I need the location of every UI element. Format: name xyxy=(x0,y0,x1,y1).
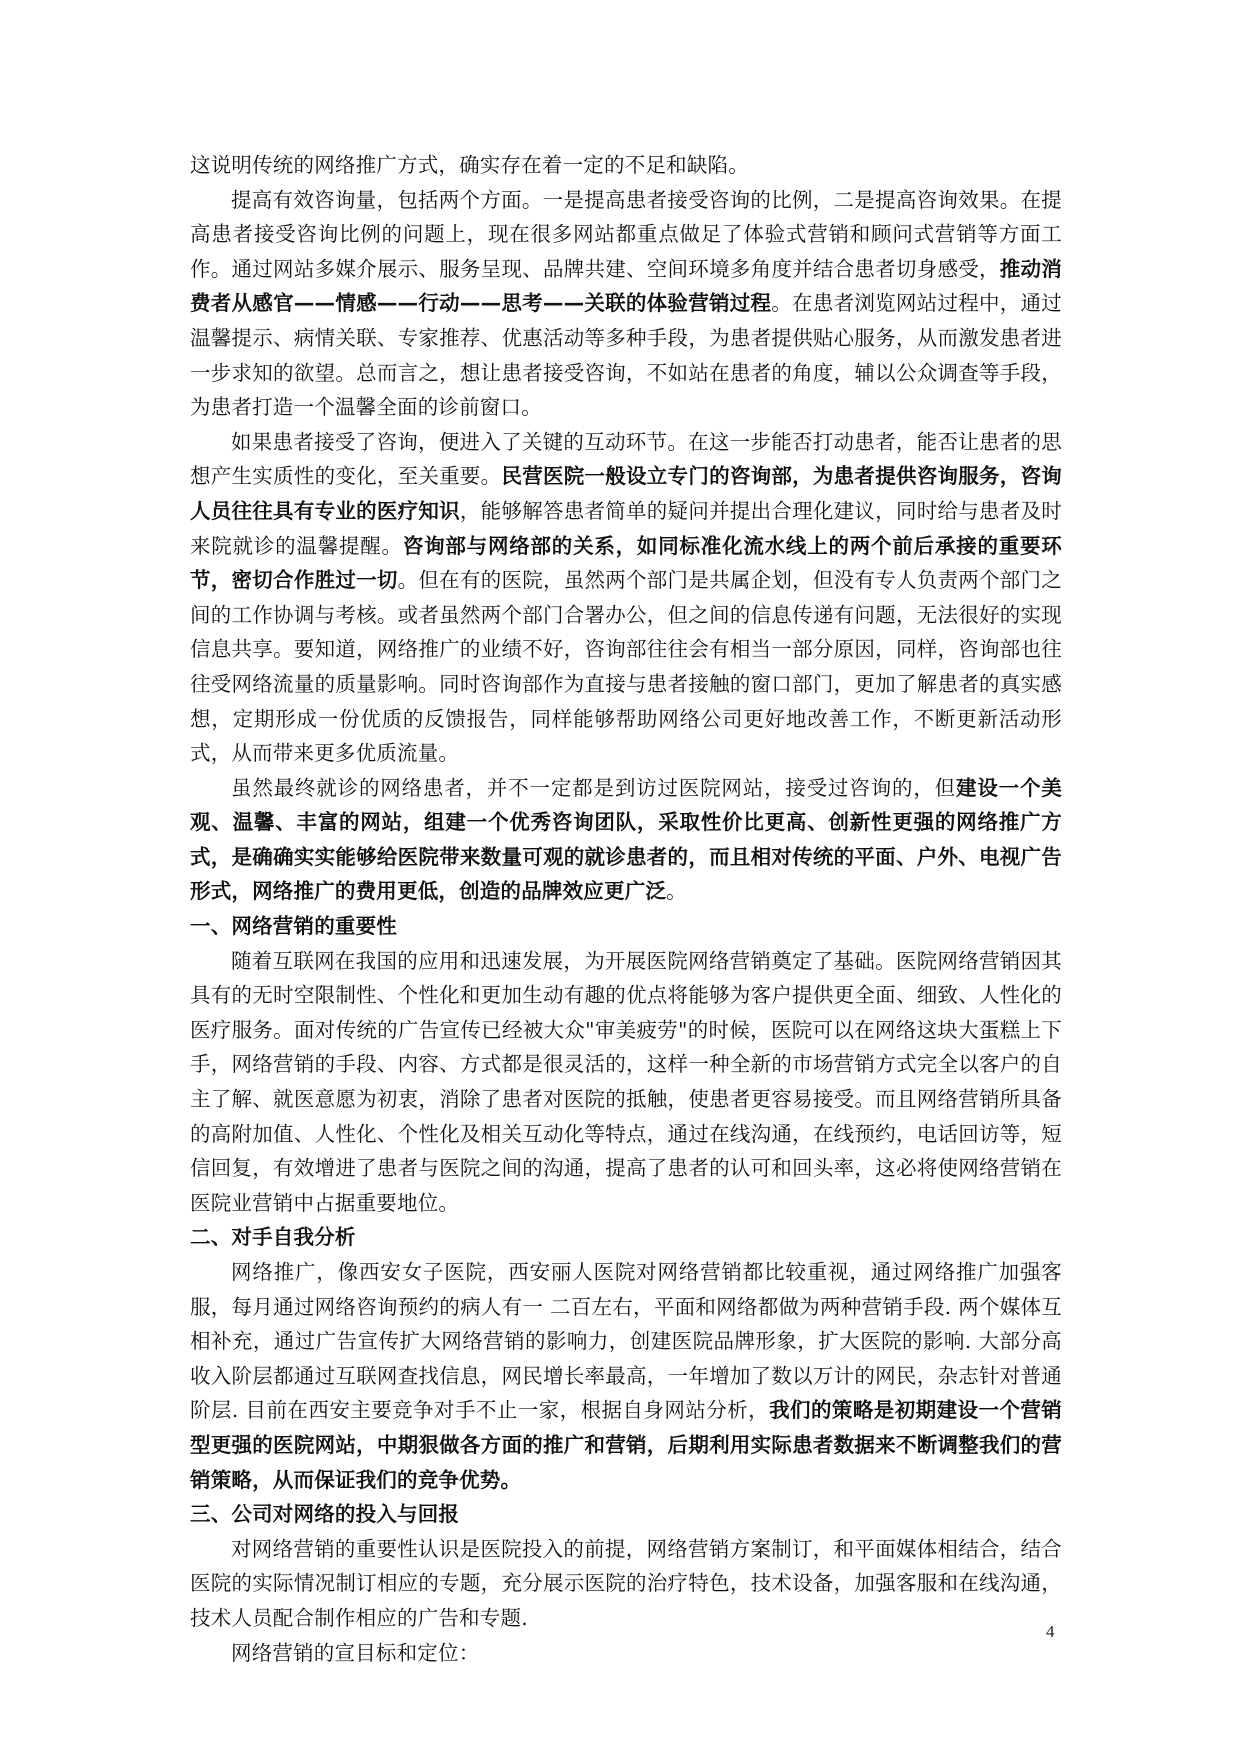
section-heading: 三、公司对网络的投入与回报 xyxy=(190,1502,460,1527)
paragraph xyxy=(190,944,1062,1221)
bold-text: 民营医院一般设立专门的咨询部，为患者提供咨询服务，咨询人员往往具有专业的医疗知识 xyxy=(190,464,1062,523)
document-body xyxy=(190,148,1062,1670)
page-number: 4 xyxy=(1046,1622,1055,1641)
paragraph-text: 这说明传统的网络推广方式，确实存在着一定的不足和缺陷。 xyxy=(190,153,749,177)
paragraph-text: 随着互联网在我国的应用和迅速发展，为开展医院网络营销奠定了基础。医院网络营销因其具有的无时空限制性、个性化和更加生动有趣的优点将能够为客户提供更全面、细致、人性化的医疗服务。面对传统的广告宣传已经被大众"审美疲劳"的时候，医院可以在网络这块大蛋糕上下手，网络营销的手段、内容、方式都是很灵活的，这样一种全新的市场营销方式完全以客户的自主了解、就医意愿为初衷，消除了患者对医院的抵触，使患者更容易接受。而且网络营销所具备的高附加值、人性化、个性化及相关互动化等特点，通过在线沟通，在线预约，电话回访等，短信回复，有效增进了患者与医院之间的沟通，提高了患者的认可和回头率，这必将使网络营销在医院业营销中占据重要地位。 xyxy=(190,948,1062,1215)
paragraph-text: 。在患者浏览网站过程中，通过温馨提示、病情关联、专家推荐、优惠活动等多种手段，为患者提供贴心服务，从而激发患者进一步求知的欲望。总而言之，想让患者接受咨询，不如站在患者的角度，辅以公众调查等手段，为患者打造一个温馨全面的诊前窗口。 xyxy=(190,291,1062,420)
paragraph xyxy=(190,183,1062,425)
paragraph-text: 对网络营销的重要性认识是医院投入的前提，网络营销方案制订，和平面媒体相结合，结合医院的实际情况制订相应的专题，充分展示医院的治疗特色，技术设备，加强客服和在线沟通，技术人员配合制作相应的广告和专题. xyxy=(190,1536,1062,1630)
paragraph-text: 虽然最终就诊的网络患者，并不一定都是到访过医院网站，接受过咨询的，但 xyxy=(231,775,956,800)
paragraph xyxy=(190,771,1062,909)
paragraph xyxy=(190,1255,1062,1497)
paragraph-text: 提高有效咨询量，包括两个方面。一是提高患者接受咨询的比例，二是提高咨询效果。在提高患者接受咨询比例的问题上，现在很多网站都重点做足了体验式营销和顾问式营销等方面工作。通过网站多媒介展示、服务呈现、品牌共建、空间环境多角度并结合患者切身感受， xyxy=(190,187,1062,281)
paragraph xyxy=(190,1636,1062,1671)
paragraph-text: 。 xyxy=(666,879,687,904)
paragraph-text: 网络营销的宣目标和定位： xyxy=(231,1640,480,1665)
paragraph-text: ，能够解答患者简单的疑问并提出合理化建议，同时给与患者及时来院就诊的温馨提醒。 xyxy=(190,498,1062,558)
section-heading: 二、对手自我分析 xyxy=(190,1225,356,1250)
paragraph-text: 。但在有的医院，虽然两个部门是共属企划，但没有专人负责两个部门之间的工作协调与考核。或者虽然两个部门合署办公，但之间的信息传递有问题，无法很好的实现信息共享。要知道，网络推广的业绩不好，咨询部往往会有相当一部分原因，同样，咨询部也往往受网络流量的质量影响。同时咨询部作为直接与患者接触的窗口部门，更加了解患者的真实感想，定期形成一份优质的反馈报告，同样能够帮助网络公司更好地改善工作，不断更新活动形式，从而带来更多优质流量。 xyxy=(190,568,1062,766)
bold-text: 建设一个美观、温馨、丰富的网站，组建一个优秀咨询团队，采取性价比更高、创新性更强的网络推广方式，是确确实实能够给医院带来数量可观的就诊患者的，而且相对传统的平面、户外、电视广告形式，网络推广的费用更低，创造的品牌效应更广泛 xyxy=(190,775,1062,904)
paragraph xyxy=(190,425,1062,771)
section-heading: 一、网络营销的重要性 xyxy=(190,914,397,939)
paragraph-text: 如果患者接受了咨询，便进入了关键的互动环节。在这一步能否打动患者，能否让患者的思想产生实质性的变化，至关重要。 xyxy=(190,429,1062,489)
bold-text: 推动消费者从感官——情感——行动——思考——关联的体验营销过程 xyxy=(190,256,1062,316)
paragraph xyxy=(190,148,1062,183)
bold-text: 咨询部与网络部的关系，如同标准化流水线上的两个前后承接的重要环节，密切合作胜过一切 xyxy=(190,533,1062,593)
paragraph-text: 网络推广，像西安女子医院，西安丽人医院对网络营销都比较重视，通过网络推广加强客服，每月通过网络咨询预约的病人有一 二百左右，平面和网络都做为两种营销手段. 两个媒体互相补充，通过广告宣传扩大网络营销的影响力，创建医院品牌形象，扩大医院的影响. 大部分高收入阶层都通过互联网查找信息，网民增长率最高，一年增加了数以万计的网民，杂志针对普通阶层. 目前在西安主要竞争对手不止一家，根据自身网站分析， xyxy=(190,1260,1062,1423)
bold-text: 我们的策略是初期建设一个营销型更强的医院网站，中期狠做各方面的推广和营销，后期利用实际患者数据来不断调整我们的营销策略，从而保证我们的竞争优势。 xyxy=(190,1398,1062,1492)
paragraph xyxy=(190,1532,1062,1636)
